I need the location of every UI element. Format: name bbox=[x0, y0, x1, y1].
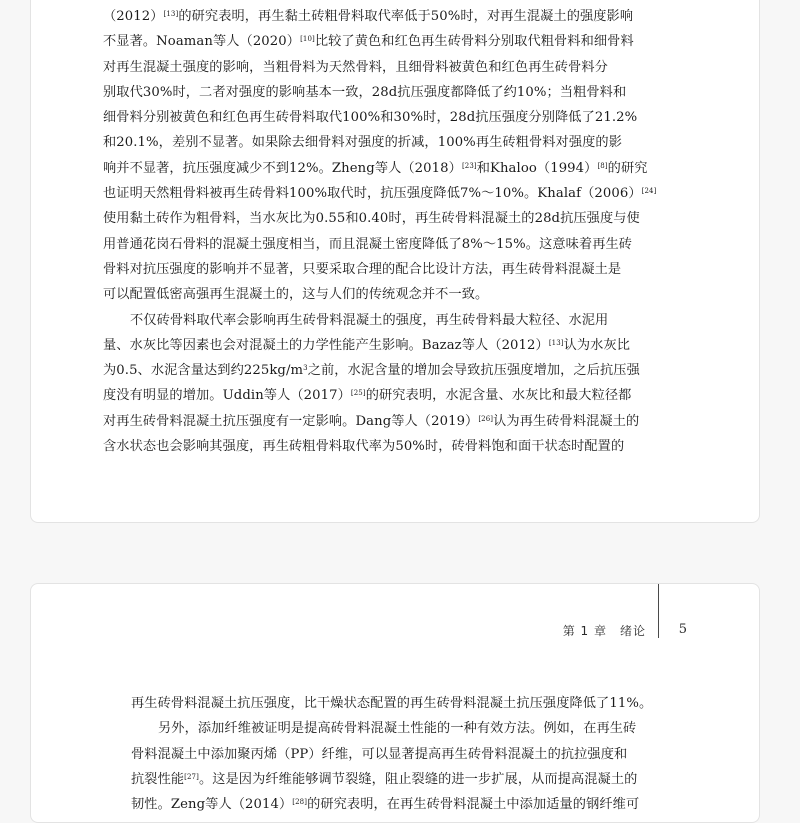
text-line bbox=[103, 358, 661, 383]
text-run: 不显著。Noaman等人（2020） bbox=[103, 34, 301, 50]
text-run: 的研究 bbox=[607, 160, 648, 176]
text-run: 含水状态也会影响其强度，再生砖粗骨料取代率为50%时，砖骨料饱和面干状态时配置的 bbox=[103, 439, 625, 455]
citation-superscript: 3 bbox=[303, 364, 308, 373]
text-run: 骨料对抗压强度的影响并不显著，只要采取合理的配合比设计方法，再生砖骨料混凝土是 bbox=[103, 261, 622, 277]
text-run: 再生砖骨料混凝土抗压强度，比干燥状态配置的再生砖骨料混凝土抗压强度降低了11%。 bbox=[131, 696, 653, 711]
text-run: 对再生混凝土强度的影响，当粗骨料为天然骨料，且细骨料被黄色和红色再生砖骨料分 bbox=[103, 59, 608, 75]
text-line bbox=[103, 232, 661, 257]
text-line bbox=[131, 792, 689, 817]
text-run: 比较了黄色和红色再生砖骨料分别取代粗骨料和细骨料 bbox=[314, 34, 634, 50]
citation-superscript: [28] bbox=[292, 798, 308, 807]
body-text-block bbox=[131, 691, 689, 817]
text-line bbox=[103, 409, 661, 434]
text-run: 的研究表明，水泥含量、水灰比和最大粒径都 bbox=[365, 388, 632, 404]
text-line bbox=[103, 181, 661, 206]
header-divider bbox=[658, 584, 659, 638]
text-line bbox=[131, 742, 689, 767]
text-line bbox=[131, 716, 689, 741]
text-run: 也证明天然粗骨料被再生砖骨料100%取代时，抗压强度降低7%～10%。Khalaf（2006） bbox=[103, 186, 642, 202]
text-line bbox=[103, 308, 661, 333]
citation-superscript: [24] bbox=[641, 187, 657, 196]
text-run: 另外，添加纤维被证明是提高砖骨料混凝土性能的一种有效方法。例如，在再生砖 bbox=[158, 721, 637, 737]
text-run: 之前，水泥含量的增加会导致抗压强度增加，之后抗压强 bbox=[307, 363, 640, 379]
text-run: 细骨料分别被黄色和红色再生砖骨料取代100%和30%时，28d抗压强度分别降低了21.2% bbox=[103, 110, 638, 126]
text-run: 可以配置低密高强再生混凝土的，这与人们的传统观念并不一致。 bbox=[103, 287, 489, 303]
body-text-block bbox=[103, 4, 661, 459]
citation-superscript: [26] bbox=[478, 414, 494, 423]
text-run: 响并不显著，抗压强度减少不到12%。Zheng等人（2018） bbox=[103, 160, 462, 176]
text-line bbox=[103, 130, 661, 155]
text-run: 和20.1%，差别不显著。如果除去细骨料对强度的折减，100%再生砖粗骨料对强度的影 bbox=[103, 135, 622, 151]
document-page-upper bbox=[30, 0, 760, 523]
document-page-lower bbox=[30, 583, 760, 823]
text-line bbox=[131, 691, 689, 716]
text-run: 不仅砖骨料取代率会影响再生砖骨料混凝土的强度，再生砖骨料最大粒径、水泥用 bbox=[130, 312, 609, 328]
text-line bbox=[103, 434, 661, 459]
text-line bbox=[103, 206, 661, 231]
text-run: 认为水灰比 bbox=[563, 337, 631, 353]
text-run: （2012） bbox=[103, 9, 164, 24]
text-run: 抗裂性能 bbox=[131, 771, 185, 787]
text-run: 。这是因为纤维能够调节裂缝，阻止裂缝的进一步扩展，从而提高混凝土的 bbox=[198, 771, 638, 787]
text-run: 对再生砖骨料混凝土抗压强度有一定影响。Dang等人（2019） bbox=[103, 413, 479, 429]
text-run: 为0.5、水泥含量达到约225kg/m bbox=[103, 363, 304, 379]
text-run: 别取代30%时，二者对强度的影响基本一致，28d抗压强度都降低了约10%；当粗骨料和 bbox=[103, 84, 627, 100]
citation-superscript: [8] bbox=[597, 161, 608, 170]
text-line bbox=[103, 105, 661, 130]
text-run: 骨料混凝土中添加聚丙烯（PP）纤维，可以显著提高再生砖骨料混凝土的抗拉强度和 bbox=[131, 746, 628, 762]
text-line bbox=[103, 156, 661, 181]
citation-superscript: [25] bbox=[350, 389, 366, 398]
citation-superscript: [10] bbox=[300, 35, 315, 44]
citation-superscript: [27] bbox=[184, 772, 199, 781]
text-line bbox=[103, 333, 661, 358]
citation-superscript: [13] bbox=[163, 10, 179, 18]
text-run: 度没有明显的增加。Uddin等人（2017） bbox=[103, 388, 351, 404]
running-header bbox=[31, 584, 759, 644]
page-number: 5 bbox=[678, 622, 687, 637]
text-run: 韧性。Zeng等人（2014） bbox=[131, 797, 293, 813]
text-run: 的研究表明，在再生砖骨料混凝土中添加适量的钢纤维可 bbox=[307, 797, 640, 813]
text-run: 的研究表明，再生黏土砖粗骨料取代率低于50%时，对再生混凝土的强度影响 bbox=[178, 9, 634, 24]
text-run: 认为再生砖骨料混凝土的 bbox=[493, 413, 640, 429]
text-line bbox=[103, 55, 661, 80]
text-run: 和Khaloo（1994） bbox=[476, 160, 598, 176]
text-run: 量、水灰比等因素也会对混凝土的力学性能产生影响。Bazaz等人（2012） bbox=[103, 337, 549, 353]
text-run: 使用黏土砖作为粗骨料，当水灰比为0.55和0.40时，再生砖骨料混凝土的28d抗压强度与使 bbox=[103, 211, 640, 227]
citation-superscript: [23] bbox=[461, 161, 477, 170]
text-line bbox=[103, 80, 661, 105]
text-line bbox=[103, 4, 661, 29]
text-line bbox=[103, 282, 661, 307]
text-line bbox=[103, 29, 661, 54]
text-line bbox=[103, 257, 661, 282]
citation-superscript: [13] bbox=[548, 338, 564, 347]
text-line bbox=[103, 383, 661, 408]
text-line bbox=[131, 767, 689, 792]
text-run: 用普通花岗石骨料的混凝土强度相当，而且混凝土密度降低了8%～15%。这意味着再生砖 bbox=[103, 236, 633, 252]
chapter-label: 第 1 章 绪论 bbox=[562, 624, 646, 638]
